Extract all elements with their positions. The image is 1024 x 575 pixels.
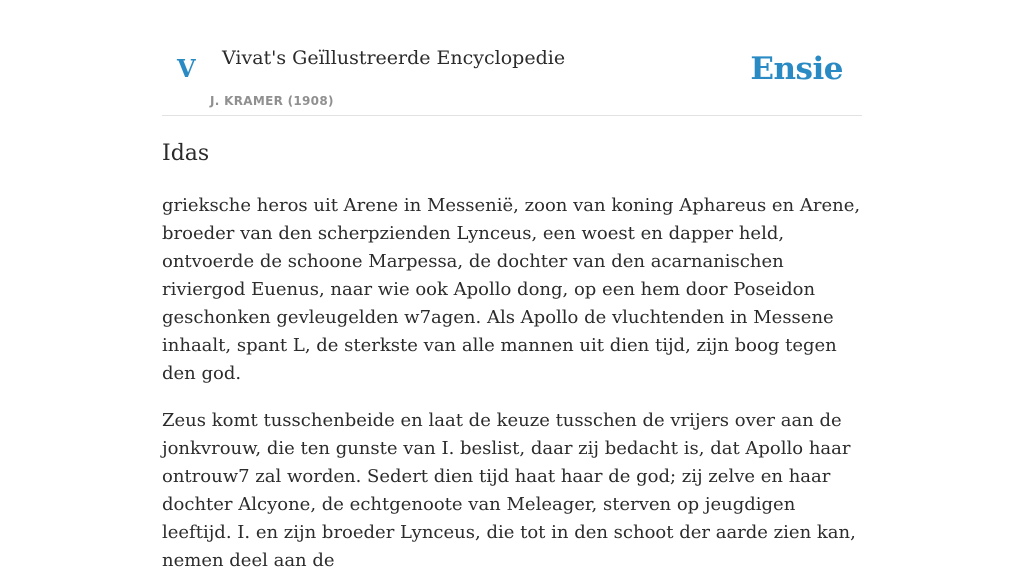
book-logo-icon[interactable]: V [177, 54, 196, 83]
book-author: J. KRAMER (1908) [210, 94, 334, 108]
book-title[interactable]: Vivat's Geïllustreerde Encyclopedie [222, 47, 566, 69]
ensie-logo-link[interactable]: Ensie [750, 51, 843, 87]
header [162, 0, 862, 116]
article [162, 138, 864, 575]
article-paragraph: Zeus komt tusschenbeide en laat de keuze tusschen de vrijers over aan de jonkvrouw, die ten gunste van I. beslist, daar zij bedacht is, dat Apollo haar ontrouw7 zal worden. Sedert dien tijd haat haar de god; zij zelve en haar dochter Alcyone, de echtgenoote van Meleager, sterven op jeugdigen leeftijd. I. en zijn broeder Lynceus, die tot in den schoot der aarde zien kan, nemen deel aan de [162, 410, 856, 571]
article-headword: Idas [162, 141, 210, 166]
article-paragraph: grieksche heros uit Arene in Messenië, zoon van koning Aphareus en Arene, broeder van den scherpzienden Lynceus, een woest en dapper held, ontvoerde de schoone Marpessa, de dochter van den acarnanischen riviergod Euenus, naar wie ook Apollo dong, op een hem door Poseidon geschonken gevleugelden w7agen. Als Apollo de vluchtenden in Messene inhaalt, spant L, de sterkste van alle mannen uit dien tijd, zijn boog tegen den god. [162, 195, 861, 384]
